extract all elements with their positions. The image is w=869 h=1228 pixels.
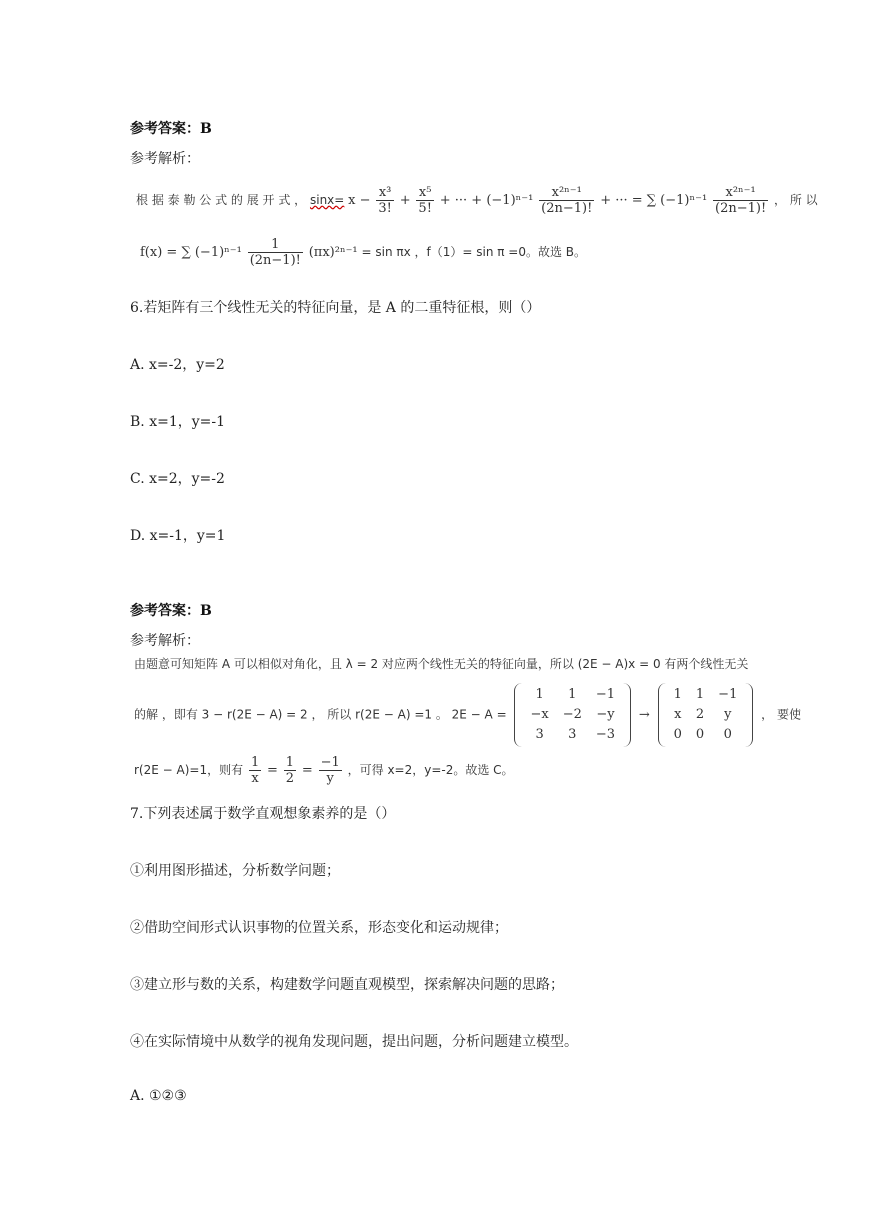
q6-expl2-b: ， 要使 [761,707,801,722]
matrix2-row [667,705,745,725]
q5-explanation-line1 [136,180,818,221]
matrix2-cell: −1 [718,687,738,702]
q5-expl2-f: f(x) = ∑ (−1)ⁿ⁻¹ [140,245,242,260]
matrix1-cell: −3 [595,727,616,742]
q5-expl1-frac2: $\frac{\text{x⁵}}{5!}$ [418,185,432,216]
matrix2-cell: 0 [695,727,705,742]
q6-expl3-eq2: = [301,763,313,778]
q7-item-1: ①利用图形描述，分析数学问题； [130,863,340,879]
q5-answer: 参考答案：B [130,121,212,137]
q7-question: 7.下列表述属于数学直观想象素养的是（） [130,806,396,822]
matrix1-row [523,685,622,705]
matrix2-cell: 2 [695,707,705,722]
matrix2-row [667,685,745,705]
matrix1-cell: 3 [568,727,577,742]
q5-expl1-sinx: sinx= [309,193,345,207]
q6-expl2-a: 的解 ，即有 3 − r(2E − A) = 2 ， 所以 r(2E − A) =1 。 2E − A = [134,707,507,722]
matrix2-cell: 0 [673,727,682,742]
q5-expl2-pix: (πx)²ⁿ⁻¹ [308,245,358,260]
matrix2-row [667,725,745,745]
matrix2-cell: 1 [695,687,705,702]
q6-explanation-line1: 由题意可知矩阵 A 可以相似对角化，且 λ = 2 对应两个线性无关的特征向量，所以 (2E − A)x = 0 有两个线性无关 [134,657,749,671]
q7-item-2: ②借助空间形式认识事物的位置关系，形态变化和运动规律； [130,920,508,936]
matrix1-cell: 3 [535,727,544,742]
matrix1-row [523,725,622,745]
matrix1-cell: −y [596,707,615,722]
q7-item-4: ④在实际情境中从数学的视角发现问题，提出问题，分析问题建立模型。 [130,1034,578,1050]
q6-explanation-line3 [134,752,514,789]
q5-expl1-frac1: $\frac{\text{x³}}{3!}$ [378,185,392,216]
q5-explanation-line2 [140,232,586,273]
matrix1-cell: 1 [568,687,577,702]
matrix2-cell: y [724,707,732,722]
q7-option-a: A. ①②③ [130,1088,187,1104]
q6-question: 6.若矩阵有三个线性无关的特征向量，是 A 的二重特征根，则（） [130,300,541,316]
q6-option-d: D. x=-1，y=1 [130,528,226,544]
q5-expl1-x: x − [348,193,371,208]
q6-expl3-b: ，可得 x=2，y=-2。故选 C。 [347,763,514,777]
arrow-icon: → [638,707,650,723]
q6-expl3-frac1: $\frac{1}{x}$ [250,755,260,786]
q6-expl3-frac2: $\frac{1}{2}$ [285,755,295,786]
matrix1-cell: −x [530,707,549,722]
q6-answer: 参考答案：B [130,603,212,619]
q6-option-b: B. x=1，y=-1 [130,414,225,430]
matrix1-cell: −2 [562,707,582,722]
q5-expl1-prefix: 根 据 泰 勒 公 式 的 展 开 式 ， [136,193,307,207]
matrix1-cell: −1 [595,687,616,702]
q5-analysis-label: 参考解析： [130,151,200,167]
q5-expl1-frac4: $\frac{\text{x²ⁿ⁻¹}}{(2n-1)!}$ [715,185,767,216]
matrix-reduced [658,683,754,747]
matrix1-row [523,705,622,725]
matrix1-cell: 1 [535,687,544,702]
matrix-2e-minus-a [514,683,631,747]
q6-expl3-a: r(2E − A)=1，则有 [134,763,244,777]
q6-analysis-label: 参考解析： [130,633,200,649]
q5-expl2-rest: = sin πx ，f（1）= sin π =0。故选 B。 [361,245,587,259]
q5-expl1-frac3: $\frac{\text{x²ⁿ⁻¹}}{(2n-1)!}$ [541,185,593,216]
q6-expl3-frac3: $\frac{-1}{y}$ [320,755,340,786]
matrix2-cell: 0 [723,727,732,742]
q5-expl1-mid: + ··· + (−1)ⁿ⁻¹ [439,193,534,208]
matrix2-cell: x [674,707,682,722]
q7-item-3: ③建立形与数的关系，构建数学问题直观模型，探索解决问题的思路； [130,977,564,993]
q6-expl3-eq1: = [267,763,278,778]
q5-expl1-eq: + ··· = ∑ (−1)ⁿ⁻¹ [600,193,708,208]
matrix2-cell: 1 [673,687,682,702]
q5-expl1-plus: + [399,193,411,208]
q5-expl2-frac: $\frac{1}{(2n-1)!}$ [249,237,301,268]
q6-option-a: A. x=-2，y=2 [130,357,225,373]
q6-option-c: C. x=2，y=-2 [130,471,225,487]
q6-explanation-line2 [134,683,801,747]
q5-expl1-suffix: ， 所 以 [774,193,818,207]
